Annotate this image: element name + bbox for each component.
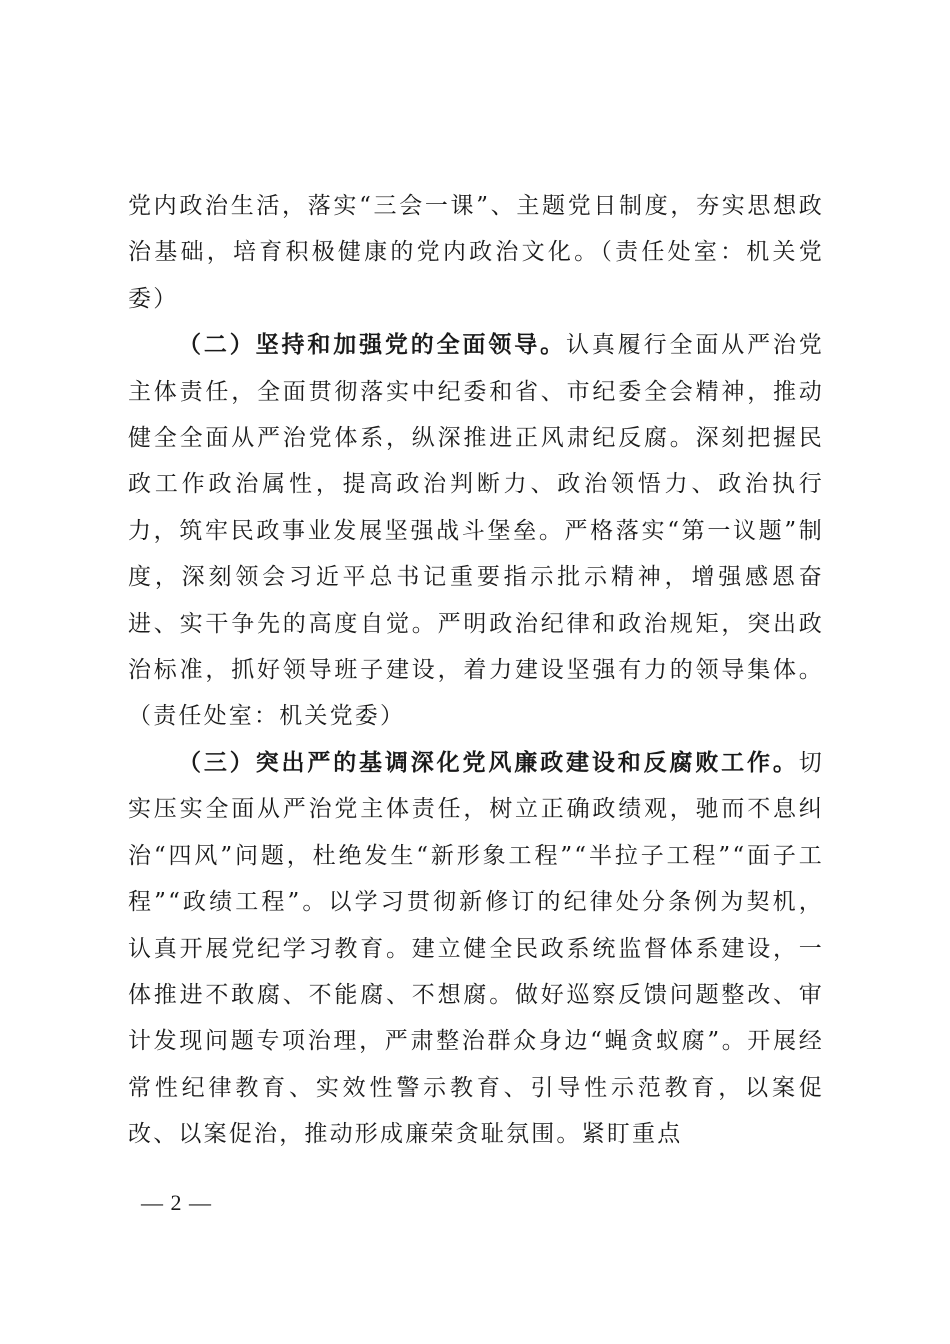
- paragraph-text: 党内政治生活，落实“三会一课”、主题党日制度，夯实思想政治基础，培育积极健康的党内政治文化。（责任处室：机关党委）: [128, 193, 824, 312]
- paragraph-section-2: [128, 322, 824, 740]
- paragraph-section-3: [128, 740, 824, 1158]
- section-heading: （三）突出严的基调深化党风廉政建设和反腐败工作。: [178, 748, 799, 776]
- paragraph-text: 切实压实全面从严治党主体责任，树立正确政绩观，驰而不息纠治“四风”问题，杜绝发生“新形象工程”“半拉子工程”“面子工程”“政绩工程”。以学习贯彻新修订的纪律处分条例为契机，认真开展党纪学习教育。建立健全民政系统监督体系建设，一体推进不敢腐、不能腐、不想腐。做好巡察反馈问题整改、审计发现问题专项治理，严肃整治群众身边“蝇贪蚁腐”。开展经常性纪律教育、实效性警示教育、引导性示范教育，以案促改、以案促治，推动形成廉荣贪耻氛围。紧盯重点: [128, 749, 824, 1148]
- page-number: — 2 —: [141, 1190, 212, 1215]
- document-body: [128, 183, 824, 1158]
- paragraph-text: 认真履行全面从严治党主体责任，全面贯彻落实中纪委和省、市纪委全会精神，推动健全全面从严治党体系，纵深推进正风肃纪反腐。深刻把握民政工作政治属性，提高政治判断力、政治领悟力、政治执行力，筑牢民政事业发展坚强战斗堡垒。严格落实“第一议题”制度，深刻领会习近平总书记重要指示批示精神，增强感恩奋进、实干争先的高度自觉。严明政治纪律和政治规矩，突出政治标准，抓好领导班子建设，着力建设坚强有力的领导集体。（责任处室：机关党委）: [128, 332, 825, 730]
- paragraph-continuation: [128, 183, 824, 322]
- section-heading: （二）坚持和加强党的全面领导。: [178, 331, 566, 359]
